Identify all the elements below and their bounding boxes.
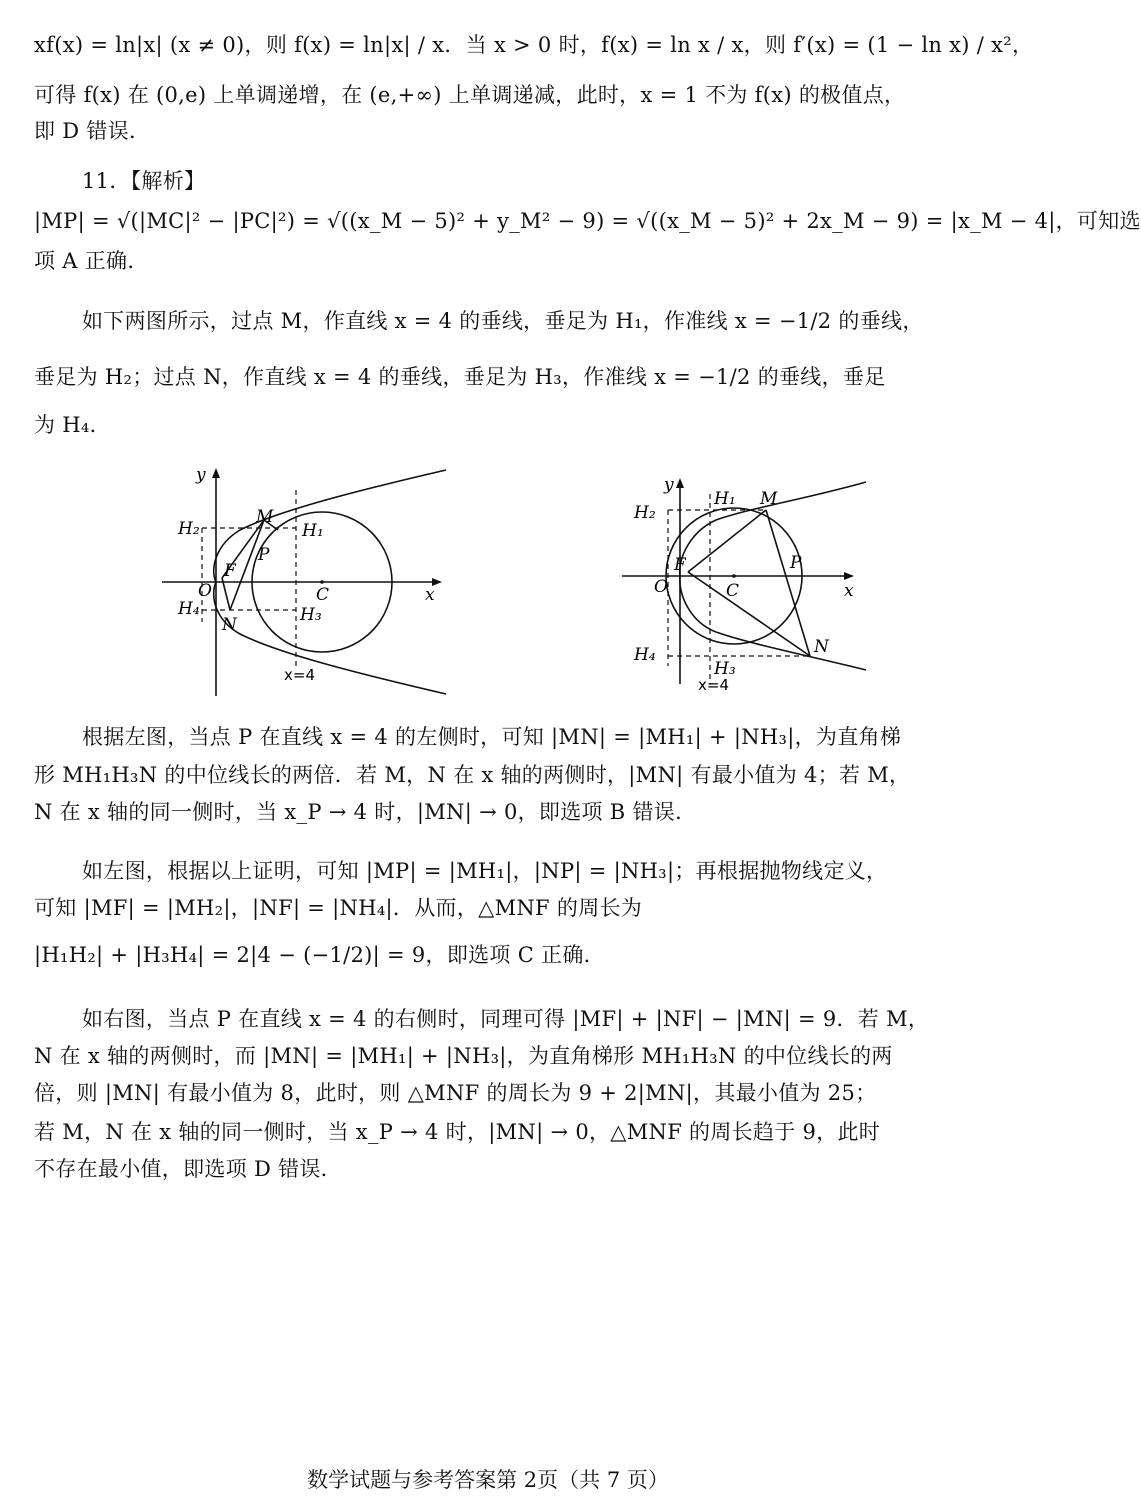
label-p: P — [258, 545, 270, 565]
label-h4: H₄ — [178, 599, 200, 619]
label-m: M — [256, 507, 274, 527]
text-line: |H₁H₂| + |H₃H₄| = 2|4 − (−1/2)| = 9，即选项 C 正确． — [34, 943, 605, 967]
label-h1: H₁ — [302, 521, 324, 541]
label-p: P — [790, 553, 802, 573]
label-h1: H₁ — [714, 489, 736, 509]
text-line: 可得 f(x) 在 (0,e) 上单调递增，在 (e,+∞) 上单调递减，此时，x = 1 不为 f(x) 的极值点， — [34, 83, 906, 107]
label-h2: H₂ — [634, 503, 656, 523]
label-x: x — [844, 581, 854, 601]
label-x: x — [425, 585, 435, 605]
text-line: xf(x) = ln|x| (x ≠ 0)，则 f(x) = ln|x| / x．当 x > 0 时，f(x) = ln x / x，则 f′(x) = (1 − ln x) / x²， — [34, 33, 1034, 57]
text-line: 形 MH₁H₃N 的中位线长的两倍．若 M，N 在 x 轴的两侧时，|MN| 有最小值为 4；若 M， — [34, 763, 911, 787]
label-o: O — [198, 581, 212, 601]
text-line: 倍，则 |MN| 有最小值为 8，此时，则 △MNF 的周长为 9 + 2|MN|，其最小值为 25； — [34, 1081, 877, 1105]
label-y: y — [664, 475, 674, 495]
label-line: x=4 — [698, 676, 729, 694]
label-h4: H₄ — [634, 645, 656, 665]
label-h2: H₂ — [178, 519, 200, 539]
label-c: C — [726, 581, 740, 601]
text-line: N 在 x 轴的同一侧时，当 x_P → 4 时，|MN| → 0，即选项 B 错误． — [34, 800, 697, 824]
text-line: N 在 x 轴的两侧时，而 |MN| = |MH₁| + |NH₃|，为直角梯形 MH₁H₃N 的中位线长的两 — [34, 1044, 893, 1068]
figure-left — [160, 460, 450, 700]
text-line: 垂足为 H₂；过点 N，作直线 x = 4 的垂线，垂足为 H₃，作准线 x = −1/2 的垂线，垂足 — [34, 365, 886, 389]
text-line: 项 A 正确． — [34, 249, 149, 273]
label-o: O — [654, 577, 668, 597]
text-line: 即 D 错误． — [34, 119, 151, 143]
label-h3: H₃ — [714, 659, 736, 679]
label-m: M — [760, 489, 778, 509]
label-n: N — [814, 637, 829, 657]
text-line: 不存在最小值，即选项 D 错误． — [34, 1157, 342, 1181]
label-c: C — [316, 585, 330, 605]
text-line: 如右图，当点 P 在直线 x = 4 的右侧时，同理可得 |MF| + |NF| − |MN| = 9．若 M， — [82, 1007, 930, 1031]
page-footer: 数学试题与参考答案第 2页（共 7 页） — [307, 1468, 669, 1492]
text-line: 可知 |MF| = |MH₂|，|NF| = |NH₄|．从而，△MNF 的周长为 — [34, 896, 643, 920]
text-line: 如下两图所示，过点 M，作直线 x = 4 的垂线，垂足为 H₁，作准线 x = −1/2 的垂线， — [82, 309, 924, 333]
label-f: F — [674, 555, 686, 575]
figure-right — [620, 474, 870, 694]
text-line: 如左图，根据以上证明，可知 |MP| = |MH₁|，|NP| = |NH₃|；再根据抛物线定义， — [82, 859, 888, 883]
label-n: N — [222, 615, 237, 635]
text-line: |MP| = √(|MC|² − |PC|²) = √((x_M − 5)² + y_M² − 9) = √((x_M − 5)² + 2x_M − 9) = |x_M − 4|，可知选 — [34, 209, 1141, 233]
text-line: 根据左图，当点 P 在直线 x = 4 的左侧时，可知 |MN| = |MH₁| + |NH₃|，为直角梯 — [82, 725, 902, 749]
label-line: x=4 — [284, 666, 315, 684]
text-line: 为 H₄． — [34, 413, 111, 437]
label-f: F — [224, 561, 236, 581]
label-h3: H₃ — [300, 605, 322, 625]
text-line: 11．【解析】 — [82, 169, 206, 193]
label-y: y — [196, 465, 206, 485]
text-line: 若 M，N 在 x 轴的同一侧时，当 x_P → 4 时，|MN| → 0，△MNF 的周长趋于 9，此时 — [34, 1120, 881, 1144]
